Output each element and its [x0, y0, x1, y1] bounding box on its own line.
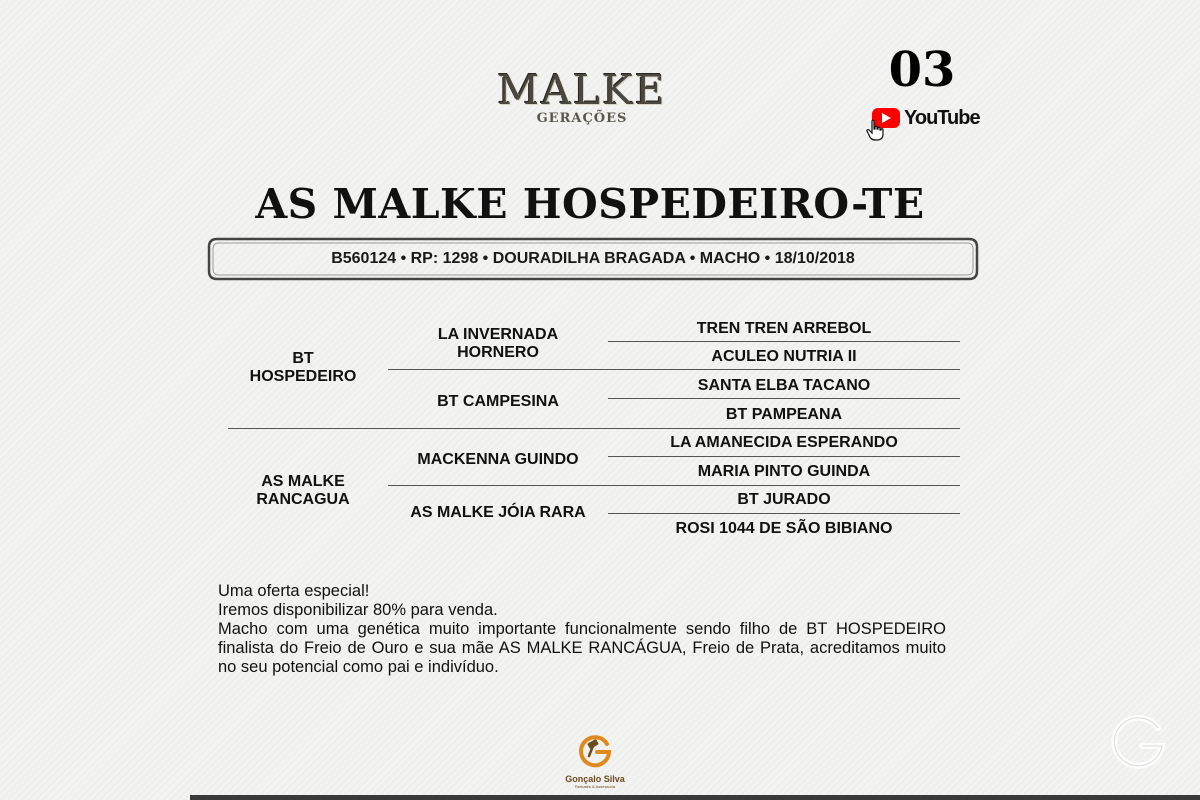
- description: [218, 582, 946, 677]
- auction-name: Gonçalo Silva: [565, 774, 625, 784]
- description-paragraph: Macho com uma genética muito importante funcionalmente sendo filho de BT HOSPEDEIRO finalista do Freio de Ouro e sua mãe AS MALKE RANCÁGUA, Freio de Prata, acreditamos muito no seu potencial como pai e indivíduo.: [218, 620, 946, 676]
- pedigree-line: [388, 369, 960, 370]
- great-grandparent-name: BT PAMPEANA: [725, 406, 843, 423]
- description-line: Uma oferta especial!: [218, 582, 370, 600]
- grandparent-name: LA INVERNADA HORNERO: [437, 326, 559, 361]
- auction-subtitle: Remates & Assessoria: [574, 784, 616, 789]
- pedigree-line: [608, 513, 960, 514]
- brand-name: MALKE: [497, 66, 667, 114]
- gavel-logo-icon: [577, 732, 613, 768]
- pointer-hand-icon: [866, 119, 886, 141]
- grandparent-name: MACKENNA GUINDO: [417, 451, 579, 468]
- auction-logo: [562, 732, 628, 789]
- grandparent-name: AS MALKE JÓIA RARA: [410, 504, 586, 521]
- pedigree-line: [608, 398, 960, 399]
- youtube-label: YouTube: [904, 107, 980, 129]
- grandparent-name: BT CAMPESINA: [437, 393, 559, 410]
- great-grandparent-name: ROSI 1044 DE SÃO BIBIANO: [675, 520, 893, 537]
- lot-number: 03: [888, 42, 956, 98]
- youtube-link[interactable]: [866, 105, 980, 141]
- brand-logo: [470, 68, 694, 126]
- great-grandparent-name: BT JURADO: [737, 491, 831, 508]
- brand-subtitle: GERAÇÕES: [536, 111, 628, 126]
- pedigree-line: [388, 485, 960, 486]
- dam-name: AS MALKE RANCAGUA: [256, 473, 350, 508]
- description-line: Iremos disponibilizar 80% para venda.: [218, 601, 498, 619]
- page-title: AS MALKE HOSPEDEIRO-TE: [255, 180, 925, 228]
- watermark-logo-icon: [1106, 706, 1176, 776]
- pedigree-line: [608, 456, 960, 457]
- pedigree-line: [608, 341, 960, 342]
- great-grandparent-name: SANTA ELBA TACANO: [697, 377, 871, 394]
- great-grandparent-name: MARIA PINTO GUINDA: [697, 463, 871, 480]
- great-grandparent-name: ACULEO NUTRIA II: [711, 348, 857, 365]
- great-grandparent-name: TREN TREN ARREBOL: [696, 320, 872, 337]
- great-grandparent-name: LA AMANECIDA ESPERANDO: [670, 434, 898, 451]
- info-bar: [207, 237, 979, 281]
- info-bar-text: B560124 • RP: 1298 • DOURADILHA BRAGADA • MACHO • 18/10/2018: [331, 250, 855, 267]
- bottom-bar: [190, 795, 1200, 800]
- sire-name: BT HOSPEDEIRO: [249, 350, 357, 385]
- pedigree-line: [228, 428, 960, 429]
